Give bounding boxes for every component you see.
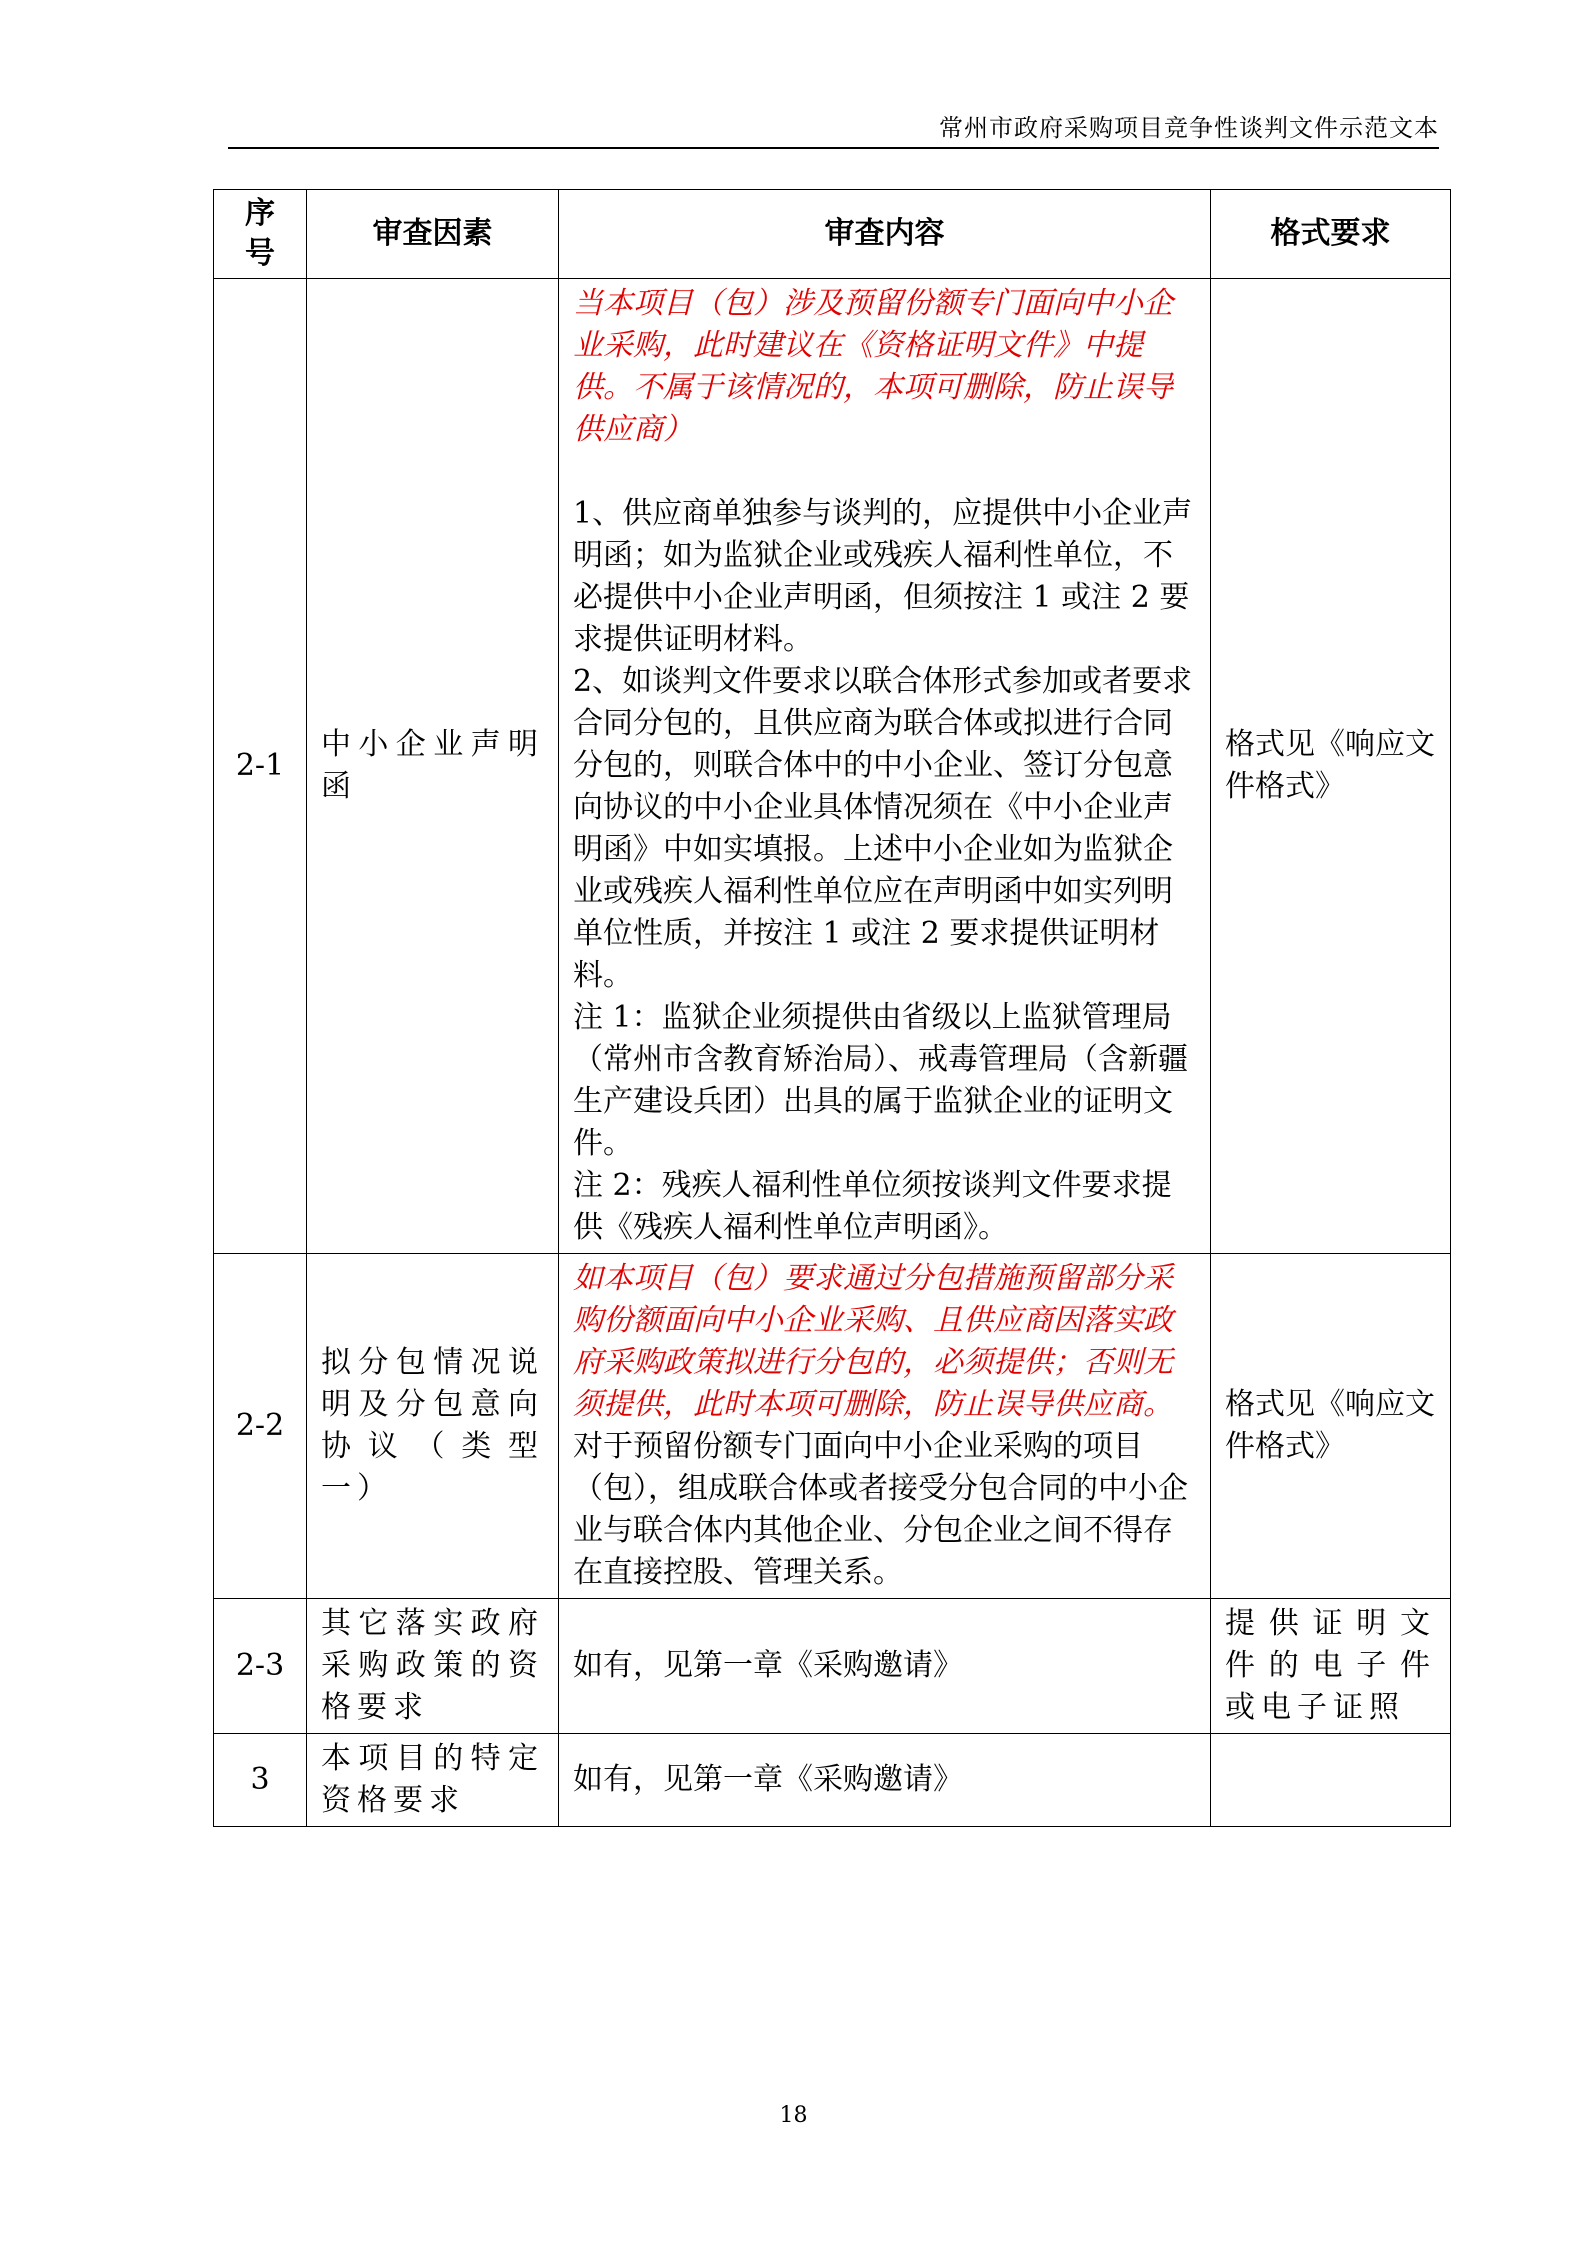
table-row xyxy=(214,1599,1451,1734)
row-factor: 拟分包情况说明及分包意向协议（类型一） xyxy=(307,1254,559,1599)
row-factor: 本项目的特定资格要求 xyxy=(307,1734,559,1827)
table-row xyxy=(214,279,1451,1254)
content-note-red: 如本项目（包）要求通过分包措施预留部分采购份额面向中小企业采购、且供应商因落实政府采购政策拟进行分包的，必须提供；否则无须提供，此时本项可删除，防止误导供应商。 xyxy=(573,1261,1173,1422)
row-no: 2-3 xyxy=(214,1599,307,1734)
table-header-row xyxy=(214,190,1451,279)
row-factor: 中小企业声明函 xyxy=(307,279,559,1254)
page-number: 18 xyxy=(779,2103,808,2128)
header-factor: 审查因素 xyxy=(307,190,559,279)
row-factor: 其它落实政府采购政策的资格要求 xyxy=(307,1599,559,1734)
table-row xyxy=(214,1254,1451,1599)
content-paragraph: 2、如谈判文件要求以联合体形式参加或者要求合同分包的，且供应商为联合体或拟进行合同分包的，则联合体中的中小企业、签订分包意向协议的中小企业具体情况须在《中小企业声明函》中如实填报。上述中小企业如为监狱企业或残疾人福利性单位应在声明函中如实列明单位性质，并按注 1 或注 2 要求提供证明材料。 xyxy=(573,664,1193,993)
header-format: 格式要求 xyxy=(1211,190,1451,279)
header-no: 序号 xyxy=(214,190,307,279)
row-format: 提供证明文件的电子件或电子证照 xyxy=(1211,1599,1451,1734)
header-content: 审查内容 xyxy=(559,190,1211,279)
row-format: 格式见《响应文件格式》 xyxy=(1211,1254,1451,1599)
content-paragraph: 1、供应商单独参与谈判的，应提供中小企业声明函；如为监狱企业或残疾人福利性单位，不必提供中小企业声明函，但须按注 1 或注 2 要求提供证明材料。 xyxy=(573,496,1193,657)
qualification-review-table xyxy=(213,189,1451,1827)
content-paragraph: 注 1：监狱企业须提供由省级以上监狱管理局（常州市含教育矫治局）、戒毒管理局（含新疆生产建设兵团）出具的属于监狱企业的证明文件。 xyxy=(573,1000,1188,1161)
row-format: 格式见《响应文件格式》 xyxy=(1211,279,1451,1254)
row-format xyxy=(1211,1734,1451,1827)
content-paragraph: 对于预留份额专门面向中小企业采购的项目（包），组成联合体或者接受分包合同的中小企业与联合体内其他企业、分包企业之间不得存在直接控股、管理关系。 xyxy=(573,1429,1188,1590)
row-content: 如有，见第一章《采购邀请》 xyxy=(559,1734,1211,1827)
content-paragraph: 注 2：残疾人福利性单位须按谈判文件要求提供《残疾人福利性单位声明函》。 xyxy=(573,1168,1172,1245)
row-no: 2-2 xyxy=(214,1254,307,1599)
row-content: 如有，见第一章《采购邀请》 xyxy=(559,1599,1211,1734)
row-content xyxy=(559,279,1211,1254)
content-note-red: 当本项目（包）涉及预留份额专门面向中小企业采购，此时建议在《资格证明文件》中提供。不属于该情况的，本项可删除，防止误导供应商） xyxy=(573,286,1173,447)
table-row xyxy=(214,1734,1451,1827)
header-rule xyxy=(228,147,1439,149)
row-content xyxy=(559,1254,1211,1599)
running-header: 常州市政府采购项目竞争性谈判文件示范文本 xyxy=(939,114,1439,142)
row-no: 3 xyxy=(214,1734,307,1827)
row-no: 2-1 xyxy=(214,279,307,1254)
